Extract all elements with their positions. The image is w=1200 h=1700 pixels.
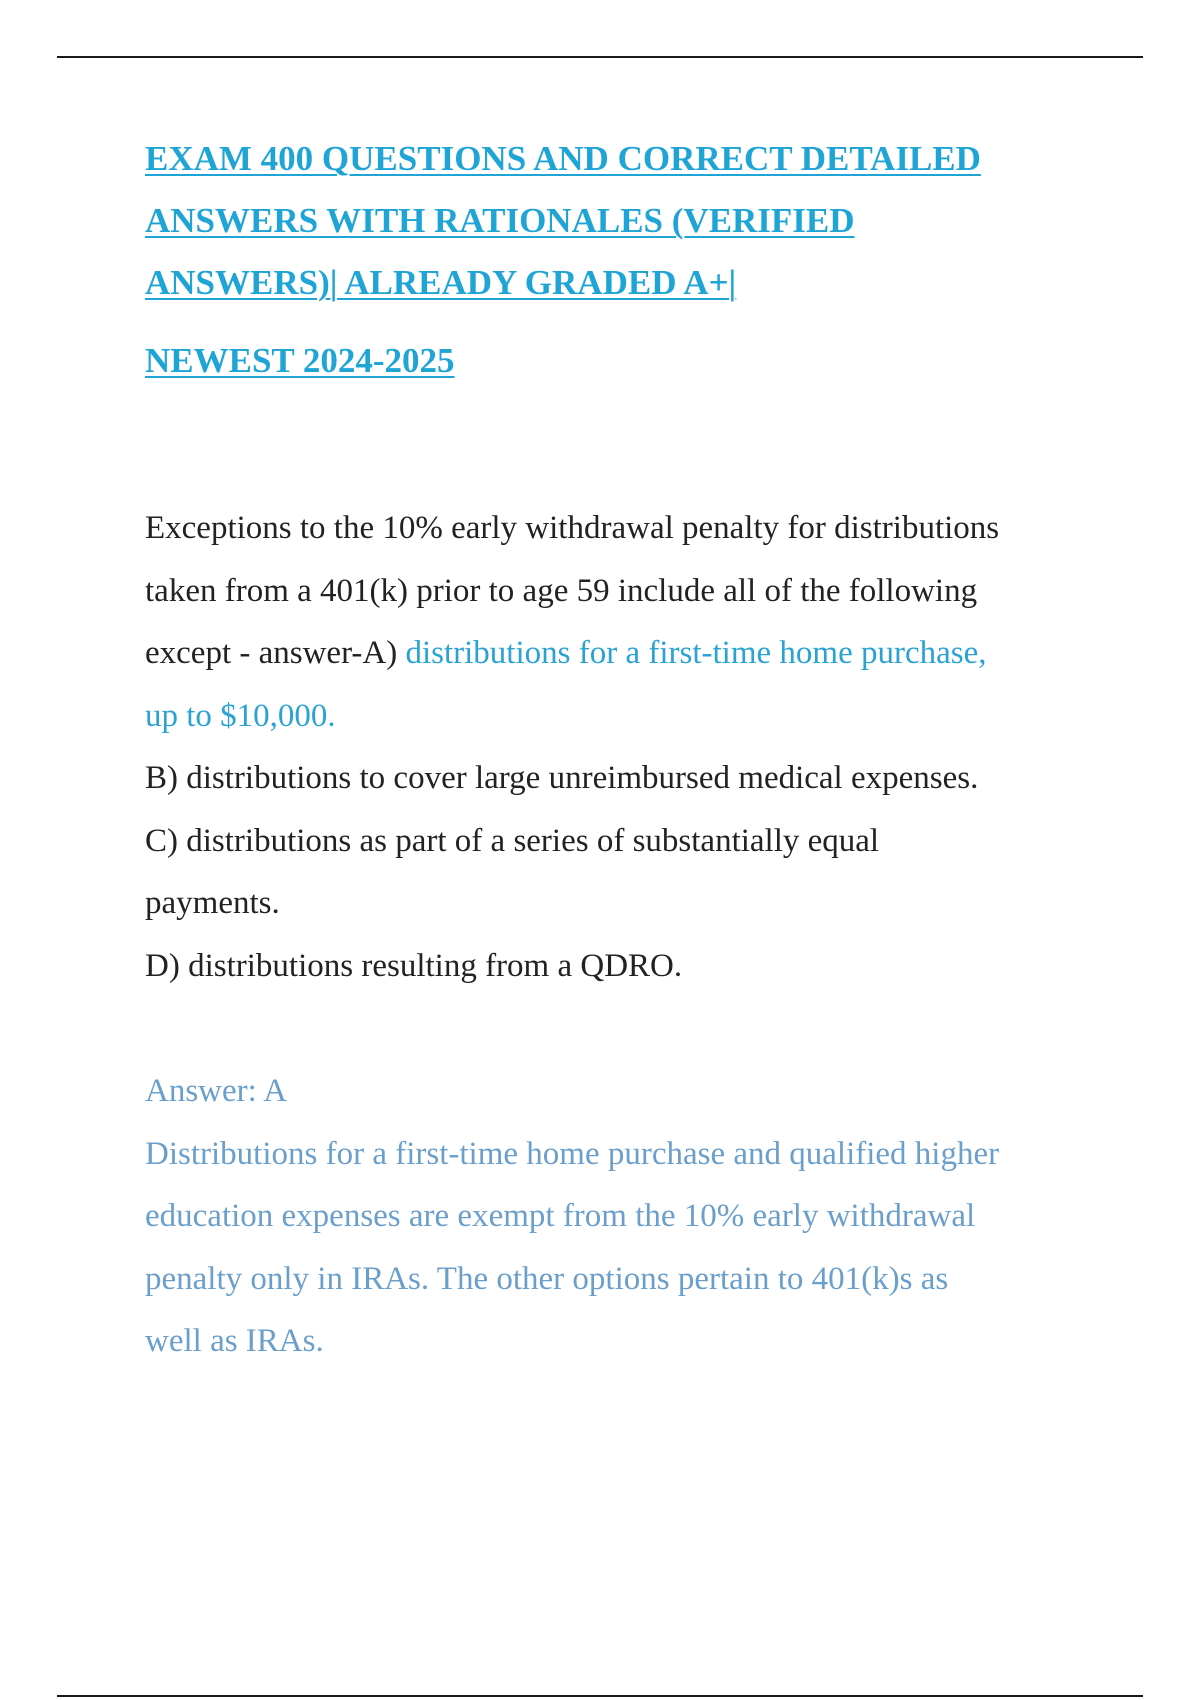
- title-line-3: ANSWERS)| ALREADY GRADED A+|: [145, 263, 737, 302]
- title-line-1: EXAM 400 QUESTIONS AND CORRECT DETAILED: [145, 139, 981, 178]
- question-line-2: taken from a 401(k) prior to age 59 include all of the following: [145, 572, 978, 609]
- top-divider: [57, 56, 1143, 58]
- rationale-line-4: well as IRAs.: [145, 1323, 324, 1359]
- rationale-line-1: Distributions for a first-time home purchase and qualified higher: [145, 1135, 1000, 1172]
- option-d: D) distributions resulting from a QDRO.: [145, 947, 683, 984]
- option-b: B) distributions to cover large unreimbursed medical expenses.: [145, 760, 979, 796]
- option-c-line-1: C) distributions as part of a series of substantially equal: [145, 822, 880, 859]
- rationale-line-3: penalty only in IRAs. The other options pertain to 401(k)s as: [145, 1260, 949, 1297]
- highlighted-answer-continuation: up to $10,000.: [145, 697, 336, 734]
- answer-block: [145, 1060, 1105, 1373]
- question-answer-prefix: except - answer-A): [145, 635, 406, 671]
- title-line-2: ANSWERS WITH RATIONALES (VERIFIED: [145, 201, 855, 240]
- answer-label: Answer: A: [145, 1073, 288, 1109]
- highlighted-answer-text: distributions for a first-time home purchase,: [405, 635, 987, 671]
- document-title: [145, 140, 1105, 404]
- question-line-3: [145, 622, 1105, 685]
- question-line-1: Exceptions to the 10% early withdrawal penalty for distributions: [145, 510, 1000, 546]
- bottom-divider: [57, 1695, 1143, 1697]
- rationale-line-2: education expenses are exempt from the 10% early withdrawal: [145, 1198, 976, 1234]
- option-c-line-2: payments.: [145, 885, 280, 921]
- question-block: [145, 497, 1105, 997]
- title-line-4: NEWEST 2024-2025: [145, 341, 455, 380]
